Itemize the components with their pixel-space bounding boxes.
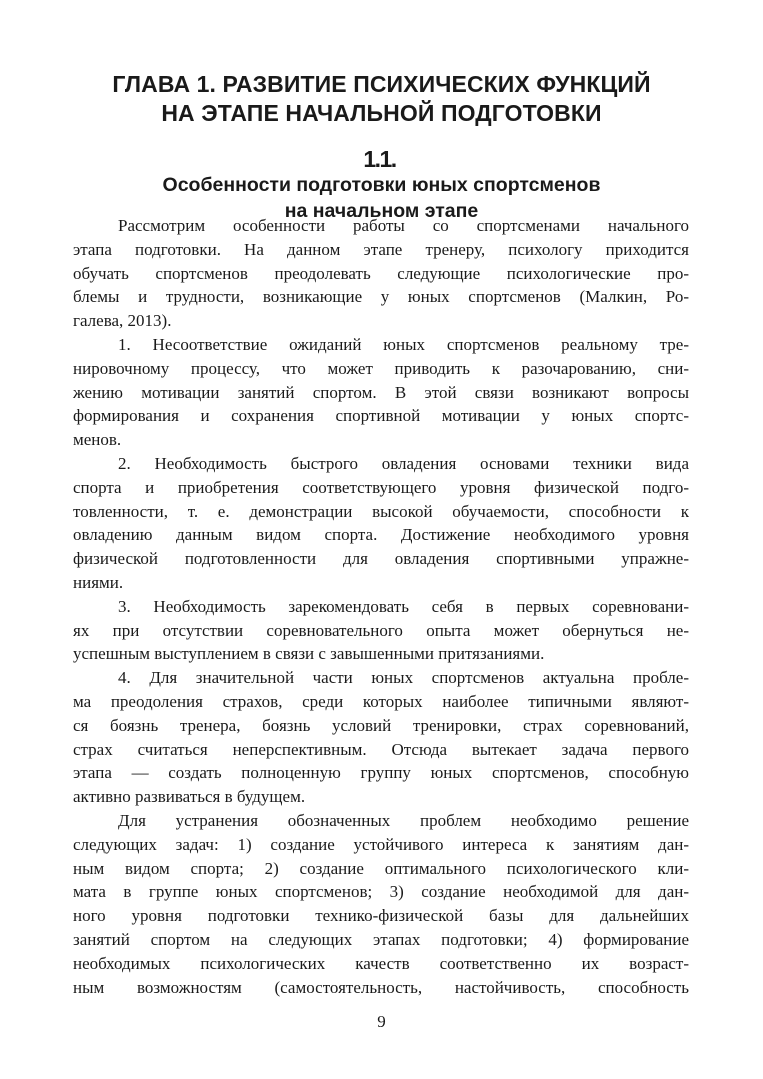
- text-line: этапа — создать полноценную группу юных спортсменов, способную: [73, 763, 689, 783]
- paragraph: [73, 809, 689, 999]
- text-line: нировочному процессу, что может приводить к разочарованию, сни-: [73, 358, 689, 378]
- text-line: ниями.: [73, 572, 124, 592]
- text-line: формирования и сохранения спортивной мотивации у юных спортс-: [73, 406, 689, 426]
- section-title: [60, 146, 703, 224]
- text-line: жению мотивации занятий спортом. В этой связи возникают вопросы: [73, 382, 689, 402]
- text-line: ях при отсутствии соревновательного опыта может обернуться не-: [73, 620, 689, 640]
- text-line: менов.: [73, 430, 122, 450]
- text-line: блемы и трудности, возникающие у юных спортсменов (Малкин, Ро-: [73, 287, 689, 307]
- section-title-line-1: [60, 146, 703, 198]
- section-title-line-2: на начальном этапе: [284, 200, 479, 222]
- chapter-title-line-2: НА ЭТАПЕ НАЧАЛЬНОЙ ПОДГОТОВКИ: [161, 100, 602, 126]
- paragraph: [73, 214, 689, 333]
- text-line: обучать спортсменов преодолевать следующие психологические про-: [73, 263, 689, 283]
- text-line: успешным выступлением в связи с завышенными притязаниями.: [73, 644, 545, 664]
- text-line: 3. Необходимость зарекомендовать себя в первых соревновани-: [118, 596, 689, 616]
- paragraph: [73, 595, 689, 666]
- text-line: ным видом спорта; 2) создание оптимального психологического кли-: [73, 858, 689, 878]
- text-line: ма преодоления страхов, среди которых наиболее типичными являют-: [73, 691, 689, 711]
- chapter-title-line-1: ГЛАВА 1. РАЗВИТИЕ ПСИХИЧЕСКИХ ФУНКЦИЙ: [112, 71, 651, 97]
- section-title-text-1: Особенности подготовки юных спортсменов: [162, 174, 601, 196]
- paragraph: [73, 333, 689, 452]
- paragraph: [73, 666, 689, 809]
- page-number: 9: [377, 1012, 386, 1031]
- text-line: ным возможностям (самостоятельность, настойчивость, способность: [73, 977, 689, 997]
- text-line: спорта и приобретения соответствующего уровня физической подго-: [73, 477, 689, 497]
- text-line: физической подготовленности для овладения спортивными упражне-: [73, 549, 689, 569]
- paragraph: [73, 452, 689, 595]
- text-line: 2. Необходимость быстрого овладения основами техники вида: [118, 453, 689, 473]
- text-line: ного уровня подготовки технико-физической базы для дальнейших: [73, 906, 689, 926]
- text-line: этапа подготовки. На данном этапе тренеру, психологу приходится: [73, 239, 689, 259]
- text-line: страх считаться неперспективным. Отсюда вытекает задача первого: [73, 739, 689, 759]
- text-line: овладению данным видом спорта. Достижение необходимого уровня: [73, 525, 689, 545]
- text-line: галева, 2013).: [73, 311, 172, 331]
- text-line: 1. Несоответствие ожиданий юных спортсменов реальному тре-: [118, 334, 689, 354]
- text-line: необходимых психологических качеств соответственно их возраст-: [73, 953, 689, 973]
- text-line: занятий спортом на следующих этапах подготовки; 4) формирование: [73, 929, 689, 949]
- text-line: 4. Для значительной части юных спортсменов актуальна пробле-: [118, 668, 689, 688]
- text-line: следующих задач: 1) создание устойчивого интереса к занятиям дан-: [73, 834, 689, 854]
- text-line: ся боязнь тренера, боязнь условий тренировки, страх соревнований,: [73, 715, 689, 735]
- text-line: Рассмотрим особенности работы со спортсменами начального: [118, 216, 689, 235]
- text-line: активно развиваться в будущем.: [73, 787, 306, 807]
- body-text: [73, 214, 689, 999]
- text-line: товленности, т. е. демонстрации высокой обучаемости, способности к: [73, 501, 689, 521]
- chapter-title: [60, 70, 703, 128]
- section-number: 1.1.: [363, 146, 396, 172]
- text-line: Для устранения обозначенных проблем необходимо решение: [118, 810, 689, 830]
- text-line: мата в группе юных спортсменов; 3) создание необходимой для дан-: [73, 882, 689, 902]
